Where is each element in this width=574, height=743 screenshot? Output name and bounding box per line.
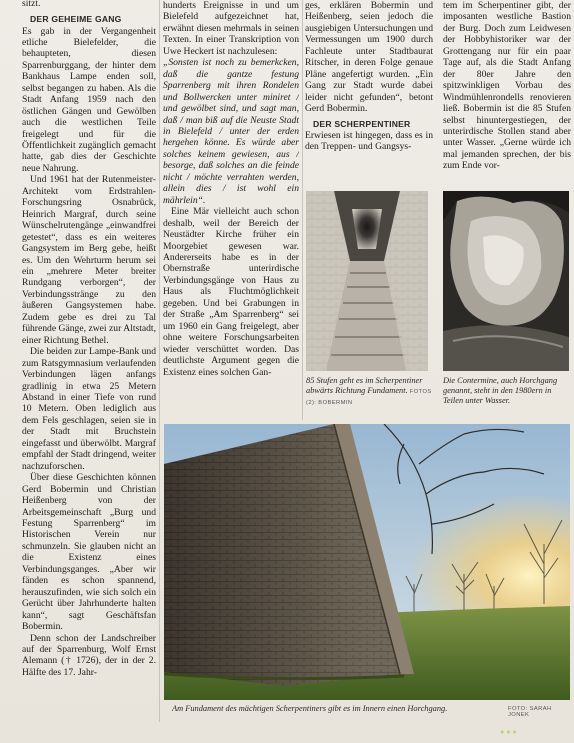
col4-paragraph-1: tem im Scherpentiner gibt, der imposanten westliche Bastion der Burg. Doch zum Leidwesen der Hobbyhistoriker war der Grottengang nur für ein paar Tage auf, als die Stadt Anfang der 80er Jahre den spitzwinkligen Vorbau des Windmühlenrondells renovieren ließ. Bobermin ist die 85 Stufen selbst hinuntergestiegen, der unterirdische Stollen stand aber unter Wasser. „Gerne würde ich mal jemanden sprechen, der bis zum Ende vor- (443, 0, 571, 172)
heading-geheime-gang: DER GEHEIME GANG (30, 14, 122, 24)
column-4 (443, 0, 571, 172)
col1-paragraph-4: Über diese Geschichten können Gerd Bobermin und Christian Heißenberg von der Arbeitsgemeinschaft „Burg und Festung Sparrenberg“ im Historischen Verein nur schmunzeln. Sie glauben nicht an die Existenz eines Verbindungsganges. „Aber wir fänden es schon spannend, herauszufinden, wie sich solch ein Gerücht über Jahrhunderte halten kann“, sagt Geschäftsfan Bobermin. (22, 472, 156, 633)
col1-paragraph-1: Es gab in der Vergangenheit etliche Bielefelder, die behaupteten, diesen Sparrenburggang, der hinter dem Bankhaus Lampe enden soll, selbst begangen zu haben. Als die Stadt Anfang 1959 nach den östlichen Gängen und Gewölben auch die westlichen Teile freigelegt und für die Öffentlichkeit zugänglich gemacht hatte, gab dies der Geschichte neue Nahrung. (22, 25, 156, 174)
column-3 (305, 0, 433, 153)
credit-bastion: FOTO: SARAH JONEK (508, 706, 552, 718)
column-1 (22, 14, 156, 678)
stairs-photo (306, 191, 428, 371)
caption-cave: Die Contermine, auch Horchgang genannt, steht in den 1980ern in Teilen unter Wasser. (443, 376, 558, 405)
col1-paragraph-3: Die beiden zur Lampe-Bank und zum Ratsgymnasium verlaufenden Verbindungen lägen anfangs gradlinig in etwa 25 Metern Abstand in einer Tiefe von rund 10 Metern. Oben lediglich aus dem Fels geschlagen, seien sie in der Stadt mit Bruchstein eingefasst und überwölbt. Margraf empfahl der Stadt dringend, weiter nachzuforschen. (22, 346, 156, 472)
col2-paragraph-3: Eine Mär vielleicht auch schon deshalb, weil der Bereich der Neustädter Kirche früher ein Moorgebiet gewesen war. Andererseits habe es in der Obernstraße unterirdische Verbindungsgänge von Haus zu Haus als Fluchtmöglichkeit gegeben. Und bei Grabungen in der Straße „Am Sparrenberg“ sei um 1960 ein Gang freigelegt, aber ohne weitere Forschungsarbeiten wieder verschüttet worden. Das deutlichste Argument gegen die Existenz eines solchen Gan- (163, 206, 299, 378)
heading-scherpentiner: DER SCHERPENTINER (313, 118, 411, 129)
bastion-photo (164, 424, 570, 700)
fragment-top: sitzt. (22, 0, 41, 9)
column-rule-1 (159, 0, 160, 722)
column-2 (163, 0, 299, 420)
decorative-dots: ●●● (500, 728, 519, 736)
col1-paragraph-2: Und 1961 hat der Rutenmeister-Architekt vom Erdstrahlen-Forschungsring Osnabrück, Heinrich Margraf, durch seine Wünschelrutengänge „einwandfrei getestet“, dass es ein weiteres Gangsystem im Berg gebe, heißt es. Um den Wehrturm herum sei ein „mehrere Meter breiter Rundgang verborgen“, der Verbindungsstränge zu den äußeren Gangsystemen habe. Zudem gebe es drei zu Tal führende Gänge, zwei zur Altstadt, einer Richtung Bethel. (22, 174, 156, 346)
caption-stairs: 85 Stufen geht es im Scherpentiner abwärts Richtung Fundament. FOTOS (2): BOBERMIN (306, 376, 432, 406)
col2-quote: „Sonsten ist noch zu bemerkcken, daß die gantze festung Sparrenberg mit ihren Rondelen und Bollwercken unter miniret / und gewölbet sind, und sagt man, daß / man biß auf die Neuste Stadt in Bielefeld / unter der erden hergehen könne. Es würde aber solches keinem gewiesen, aus / besorge, daß solches an die feinde nicht / möchte verrahten werden, allein dies / ist wohl ein mährlein“. (163, 57, 299, 206)
cave-photo (443, 191, 569, 371)
col1-paragraph-5: Denn schon der Landschreiber auf der Sparrenburg, Wolf Ernst Alemann († 1726), der in der 2. Hälfte des 17. Jahr- (22, 632, 156, 678)
col2-paragraph-1: hunderts Ereignisse in und um Bielefeld aufgezeichnet hat, erwähnt diesen mehrmals in seinen Texten. In einer Transkription von Uwe Heckert ist nachzulesen: (163, 0, 299, 57)
credit-stairs: FOTOS (2): BOBERMIN (306, 389, 432, 406)
col3-paragraph-1: ges, erklären Bobermin und Heißenberg, seien jedoch die ausgiebigen Untersuchungen und Vermessungen um 1900 durch Fachleute unter Stadtbaurat Ritscher, in deren Folge genaue Pläne angefertigt wurden. „Ein Gang zur Stadt wurde dabei leider nicht gefunden“, betont Gerd Bobermin. (305, 0, 433, 115)
col3-paragraph-2: Erwiesen ist hingegen, dass es in den Treppen- und Gangsys- (305, 130, 433, 153)
caption-bastion: Am Fundament des mächtigen Scherpentiners gibt es im Innern einen Horchgang. (172, 704, 448, 713)
column-rule-2 (302, 0, 303, 420)
